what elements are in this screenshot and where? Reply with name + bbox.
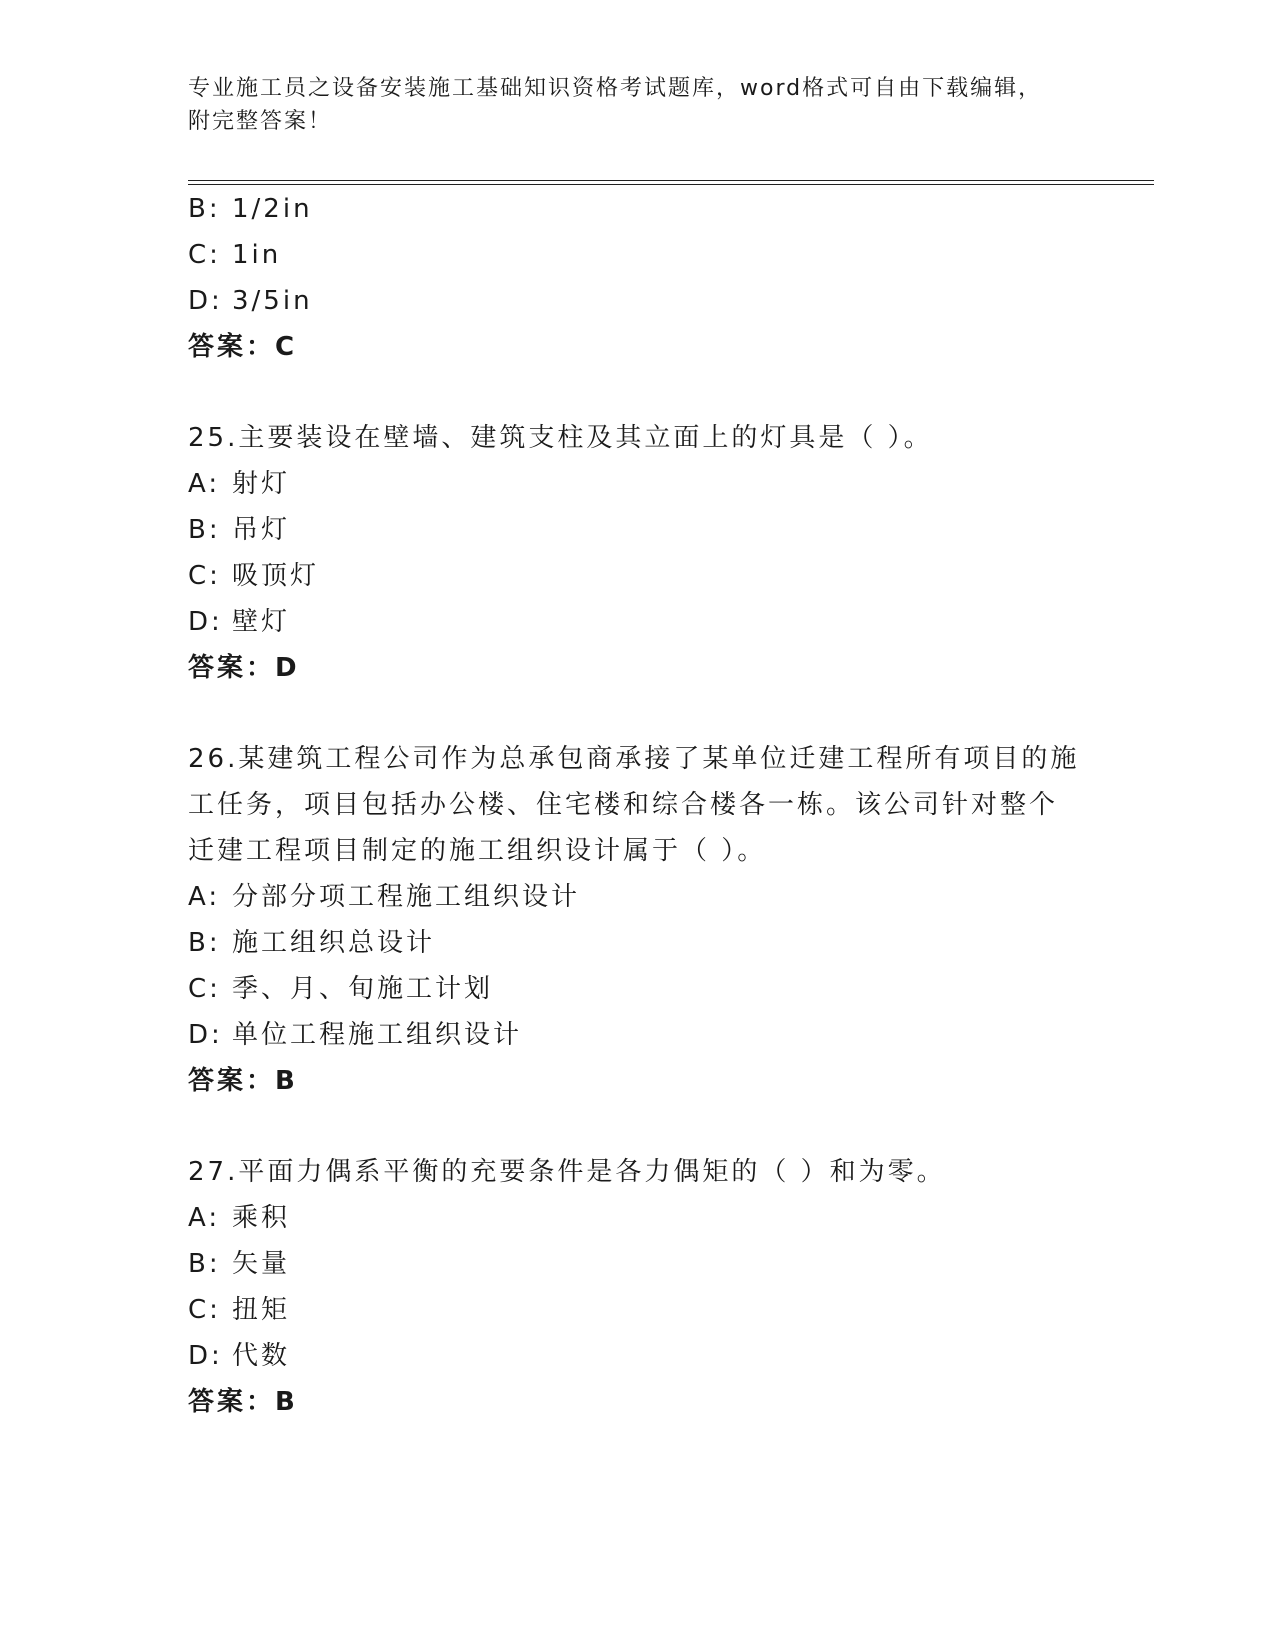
- spacer: [188, 1104, 1088, 1149]
- option-b: B: 施工组织总设计: [188, 928, 436, 958]
- question-stem-line-1: 26.某建筑工程公司作为总承包商承接了某单位迁建工程所有项目的施: [188, 744, 1080, 774]
- option-c: C: 吸顶灯: [188, 561, 320, 591]
- question-stem-line-2: 工任务，项目包括办公楼、住宅楼和综合楼各一栋。该公司针对整个: [188, 790, 1059, 820]
- option-b: B: 矢量: [188, 1249, 291, 1279]
- option-d: D: 3/5in: [188, 286, 313, 316]
- option-b: B: 1/2in: [188, 194, 313, 224]
- header-line-2: 附完整答案！: [188, 109, 333, 134]
- spacer: [188, 370, 1088, 415]
- option-c: C: 1in: [188, 240, 282, 270]
- question-stem: 27.平面力偶系平衡的充要条件是各力偶矩的（ ）和为零。: [188, 1157, 946, 1187]
- question-list: [188, 186, 1088, 1425]
- header-divider-top: [188, 180, 1154, 181]
- question-27: [188, 1149, 1088, 1425]
- option-c: C: 季、月、旬施工计划: [188, 974, 494, 1004]
- header-line-1: 专业施工员之设备安装施工基础知识资格考试题库，word格式可自由下载编辑，: [188, 76, 1043, 101]
- partial-question: [188, 186, 1088, 370]
- spacer: [188, 691, 1088, 736]
- option-d: D: 单位工程施工组织设计: [188, 1020, 523, 1050]
- answer-line: 答案：D: [188, 653, 300, 683]
- header-divider-bottom: [188, 184, 1154, 185]
- option-d: D: 壁灯: [188, 607, 291, 637]
- option-a: A: 乘积: [188, 1203, 291, 1233]
- option-d: D: 代数: [188, 1341, 291, 1371]
- answer-line: 答案：C: [188, 332, 298, 362]
- answer-line: 答案：B: [188, 1066, 298, 1096]
- option-b: B: 吊灯: [188, 515, 291, 545]
- answer-line: 答案：B: [188, 1387, 298, 1417]
- option-c: C: 扭矩: [188, 1295, 291, 1325]
- option-a: A: 射灯: [188, 469, 291, 499]
- question-stem: 25.主要装设在壁墙、建筑支柱及其立面上的灯具是（ ）。: [188, 423, 933, 453]
- document-header: [188, 72, 1088, 138]
- question-stem-line-3: 迁建工程项目制定的施工组织设计属于（ ）。: [188, 836, 767, 866]
- option-a: A: 分部分项工程施工组织设计: [188, 882, 581, 912]
- question-26: [188, 736, 1088, 1104]
- question-25: [188, 415, 1088, 691]
